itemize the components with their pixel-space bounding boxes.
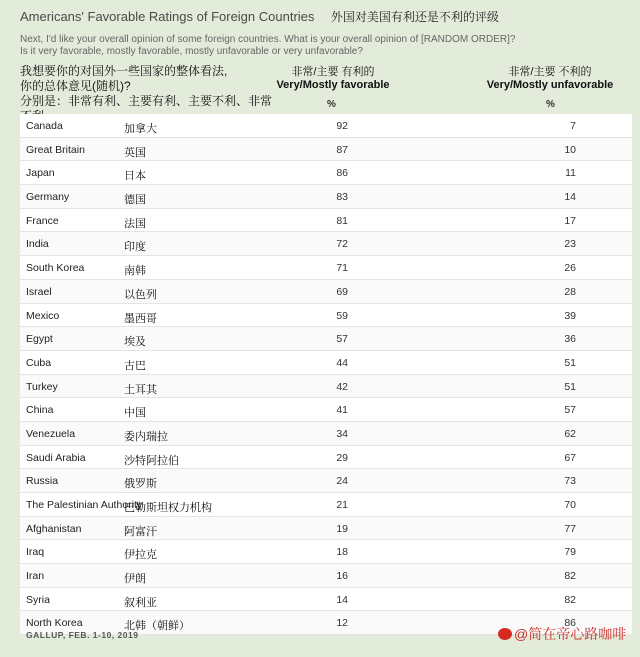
favorable-value: 83 — [336, 191, 348, 204]
table-row — [20, 375, 632, 399]
country-name-cn: 叙利亚 — [124, 596, 157, 609]
favorable-value: 29 — [336, 451, 348, 464]
question-cn-line-2: 你的总体意见(随机)? — [20, 79, 131, 93]
country-name-en: India — [26, 238, 49, 251]
unfavorable-header-en: Very/Mostly unfavorable — [486, 79, 614, 91]
table-row — [20, 493, 632, 517]
weibo-icon — [498, 628, 512, 640]
favorable-value: 69 — [336, 285, 348, 298]
favorable-value: 41 — [336, 404, 348, 417]
country-name-en: Venezuela — [26, 427, 76, 440]
country-name-en: Japan — [26, 167, 55, 180]
question-line-1: Next, I'd like your overall opinion of some foreign countries. What is your overall opinion of [RANDOM ORDER]? — [20, 34, 516, 45]
table-row — [20, 446, 632, 470]
favorable-value: 21 — [336, 499, 348, 511]
unfavorable-value: 77 — [564, 522, 576, 535]
unfavorable-value: 11 — [565, 167, 576, 180]
unfavorable-column-header — [480, 66, 620, 92]
unfavorable-value: 62 — [564, 427, 576, 440]
country-name-en: Egypt — [26, 333, 53, 346]
country-name-cn: 委内瑞拉 — [124, 430, 168, 443]
unfavorable-value: 23 — [564, 238, 576, 251]
favorable-value: 14 — [336, 593, 348, 606]
unfavorable-value: 79 — [564, 546, 576, 559]
unfavorable-value: 57 — [564, 404, 576, 417]
table-row — [20, 517, 632, 541]
country-name-en: Great Britain — [26, 143, 85, 156]
table-row — [20, 304, 632, 328]
unfavorable-value: 51 — [564, 380, 576, 393]
country-name-en: Cuba — [26, 356, 52, 369]
country-name-en: The Palestinian Authority — [26, 499, 143, 511]
favorable-value: 72 — [336, 238, 348, 251]
table-row — [20, 422, 632, 446]
country-name-cn: 阿富汗 — [124, 525, 157, 538]
country-name-en: Turkey — [26, 380, 58, 393]
table-row — [20, 280, 632, 304]
favorable-value: 71 — [336, 262, 348, 275]
country-name-en: Afghanistan — [26, 522, 82, 535]
country-name-cn: 沙特阿拉伯 — [124, 454, 179, 467]
weibo-watermark — [498, 624, 626, 644]
country-name-en: Germany — [26, 191, 70, 204]
watermark-text: @简在帝心路咖啡 — [514, 626, 627, 642]
country-name-cn: 墨西哥 — [124, 312, 157, 325]
table-row — [20, 256, 632, 280]
country-name-cn: 北韩（朝鲜） — [124, 620, 190, 633]
table-row — [20, 540, 632, 564]
unfavorable-value: 73 — [564, 475, 576, 488]
unfavorable-value: 70 — [564, 499, 576, 511]
country-name-cn: 埃及 — [124, 336, 146, 349]
table-row — [20, 138, 632, 162]
table-row — [20, 588, 632, 612]
favorable-value: 87 — [336, 143, 348, 156]
favorable-value: 44 — [336, 356, 348, 369]
table-row — [20, 469, 632, 493]
favorable-column-header — [268, 66, 398, 92]
favorable-value: 57 — [336, 333, 348, 346]
favorable-value: 24 — [336, 475, 348, 488]
question-cn-line-1: 我想要你的对国外一些国家的整体看法, — [20, 64, 228, 78]
country-name-cn: 英国 — [124, 146, 146, 159]
unfavorable-value: 26 — [564, 262, 576, 275]
table-row — [20, 398, 632, 422]
unfavorable-value: 28 — [564, 285, 576, 298]
question-line-2: Is it very favorable, mostly favorable, mostly unfavorable or very unfavorable? — [20, 46, 363, 57]
country-name-en: Canada — [26, 120, 63, 132]
unfavorable-value: 86 — [564, 617, 576, 630]
survey-question-english — [20, 34, 580, 58]
favorable-value: 59 — [336, 309, 348, 322]
unfavorable-value: 17 — [564, 214, 576, 227]
country-name-cn: 中国 — [124, 407, 146, 420]
favorable-value: 34 — [336, 427, 348, 440]
country-name-cn: 古巴 — [124, 359, 146, 372]
country-name-en: South Korea — [26, 262, 85, 275]
source-note: GALLUP, FEB. 1-10, 2019 — [26, 630, 139, 640]
unfavorable-value: 14 — [564, 191, 576, 204]
unfavorable-value: 36 — [564, 333, 576, 346]
title-english: Americans' Favorable Ratings of Foreign Countries — [20, 9, 315, 24]
country-name-en: Mexico — [26, 309, 60, 322]
country-name-cn: 日本 — [124, 170, 146, 183]
favorable-header-en: Very/Mostly favorable — [276, 79, 390, 91]
country-name-cn: 土耳其 — [124, 383, 157, 396]
table-row — [20, 161, 632, 185]
country-name-en: Israel — [26, 285, 52, 298]
favorable-header-cn: 非常/主要 有利的 — [291, 66, 375, 78]
question-cn-line-3: 分别是：非常有利、主要有利、主要不利、非常 — [20, 94, 273, 108]
country-name-cn: 加拿大 — [124, 123, 157, 135]
favorable-value: 81 — [336, 214, 348, 227]
table-row — [20, 327, 632, 351]
country-name-cn: 伊拉克 — [124, 549, 157, 562]
country-name-cn: 伊朗 — [124, 573, 146, 586]
unfavorable-value: 7 — [570, 120, 576, 132]
country-name-en: Iraq — [26, 546, 45, 559]
unfavorable-percent-label: % — [546, 99, 555, 110]
country-name-cn: 巴勒斯坦权力机构 — [124, 502, 212, 514]
favorable-percent-label: % — [327, 99, 336, 110]
table-row — [20, 564, 632, 588]
favorable-value: 12 — [336, 617, 348, 630]
unfavorable-header-cn: 非常/主要 不利的 — [508, 66, 592, 78]
table-row — [20, 114, 632, 138]
unfavorable-value: 51 — [564, 356, 576, 369]
country-name-en: China — [26, 404, 54, 417]
page-title — [20, 8, 630, 30]
country-name-en: Syria — [26, 593, 50, 606]
table-row — [20, 351, 632, 375]
favorable-value: 18 — [336, 546, 348, 559]
title-chinese: 外国对美国有利还是不利的评级 — [330, 10, 499, 24]
country-name-cn: 以色列 — [124, 288, 157, 301]
country-name-cn: 德国 — [124, 194, 146, 207]
country-name-en: North Korea — [26, 617, 83, 630]
table-row — [20, 209, 632, 233]
country-name-cn: 南韩 — [124, 265, 146, 278]
country-name-cn: 法国 — [124, 217, 146, 230]
unfavorable-value: 39 — [564, 309, 576, 322]
favorable-value: 16 — [336, 570, 348, 583]
unfavorable-value: 67 — [564, 451, 576, 464]
favorable-value: 92 — [336, 120, 348, 132]
unfavorable-value: 10 — [564, 143, 576, 156]
country-name-en: Russia — [26, 475, 59, 488]
country-name-cn: 俄罗斯 — [124, 478, 157, 491]
table-row — [20, 185, 632, 209]
favorable-value: 42 — [336, 380, 348, 393]
favorable-value: 86 — [336, 167, 348, 180]
unfavorable-value: 82 — [564, 593, 576, 606]
country-name-cn: 印度 — [124, 241, 146, 254]
table-row — [20, 232, 632, 256]
favorable-value: 19 — [336, 522, 348, 535]
country-name-en: France — [26, 214, 59, 227]
ratings-table — [20, 114, 632, 635]
country-name-en: Iran — [26, 570, 45, 583]
country-name-en: Saudi Arabia — [26, 451, 86, 464]
unfavorable-value: 82 — [564, 570, 576, 583]
